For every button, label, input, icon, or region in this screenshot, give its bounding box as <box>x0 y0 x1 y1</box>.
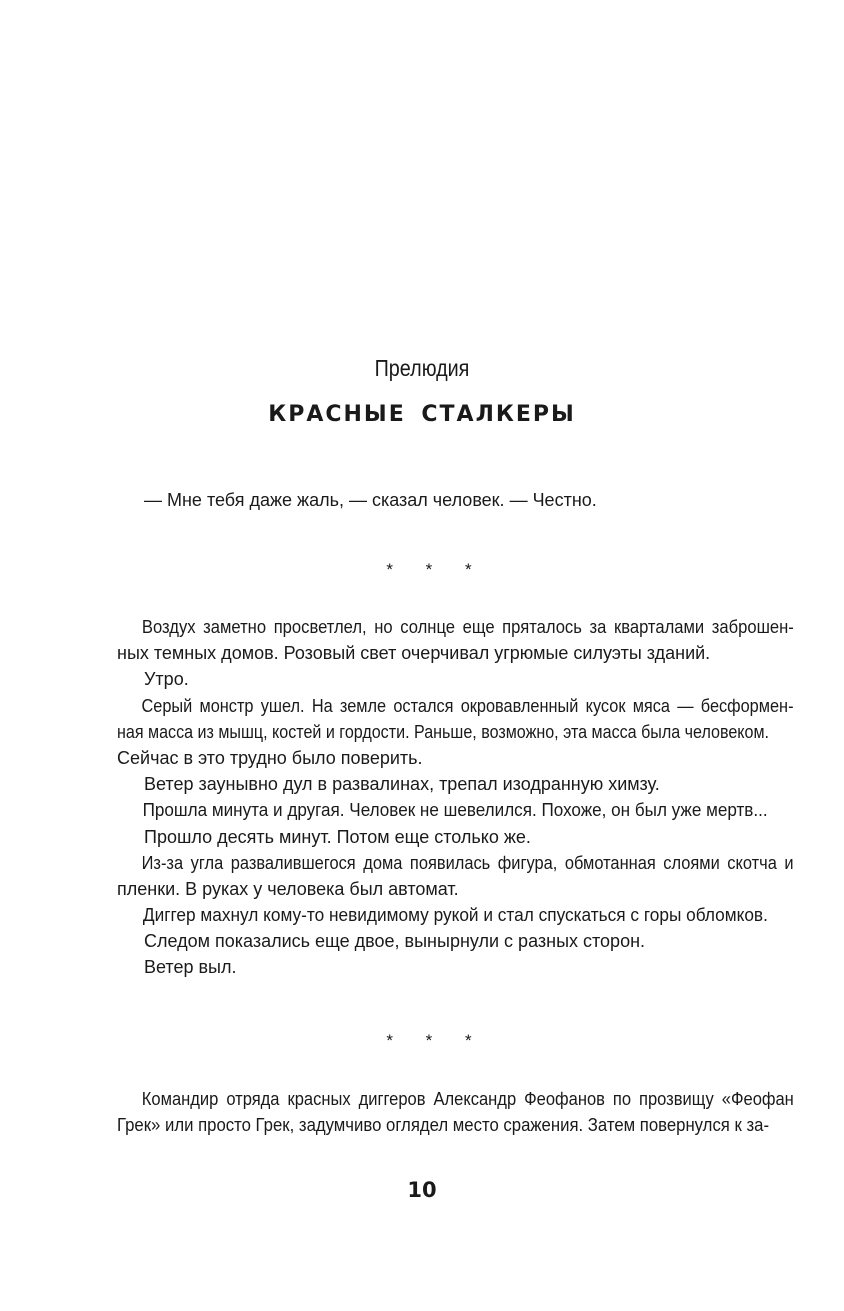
paragraph-line: Из-за угла развалившегося дома появилась фигура, обмотанная слоями скотча и <box>141 852 794 873</box>
paragraph-line: Утро. <box>144 669 189 690</box>
paragraph-line: Следом показались еще двое, вынырнули с разных сторон. <box>144 931 646 952</box>
paragraph-line: Ветер заунывно дул в развалинах, трепал изодранную химзу. <box>144 774 660 795</box>
paragraph-line: пленки. В руках у человека был автомат. <box>117 878 459 899</box>
section-separator: * * * <box>386 1031 486 1050</box>
epigraph <box>117 487 769 513</box>
paragraph-line: Прошла минута и другая. Человек не шевелился. Похоже, он был уже мертв... <box>142 800 768 821</box>
paragraph-line: Диггер махнул кому-то невидимому рукой и стал спускаться с горы обломков. <box>142 905 768 926</box>
paragraph-line: Командир отряда красных диггеров Александр Феофанов по прозвищу «Феофан <box>141 1089 794 1109</box>
section-2-text <box>117 1086 794 1138</box>
section-separator: * * * <box>386 560 486 579</box>
section-1-text <box>117 614 794 981</box>
paragraph-line: ных темных домов. Розовый свет очерчивал угрюмые силуэты зданий. <box>117 643 711 664</box>
paragraph-line: Воздух заметно просветлел, но солнце еще пряталось за кварталами заброшен- <box>141 617 794 637</box>
chapter-title: КРАСНЫЕ СТАЛКЕРЫ <box>268 402 576 427</box>
paragraph-line: Сейчас в это трудно было поверить. <box>117 747 423 768</box>
paragraph-line: Грек» или просто Грек, задумчиво оглядел место сражения. Затем повернулся к за- <box>117 1115 770 1136</box>
paragraph-line: Ветер выл. <box>144 957 237 978</box>
paragraph-line: ная масса из мышц, костей и гордости. Раньше, возможно, эта масса была человеком. <box>117 721 769 742</box>
chapter-label: Прелюдия <box>374 355 470 381</box>
paragraph-line: Прошло десять минут. Потом еще столько же. <box>144 826 531 847</box>
epigraph-line: — Мне тебя даже жаль, — сказал человек. — Честно. <box>144 490 597 510</box>
page-number: 10 <box>407 1178 437 1202</box>
paragraph-line: Серый монстр ушел. На земле остался окровавленный кусок мяса — бесформен- <box>141 695 794 716</box>
